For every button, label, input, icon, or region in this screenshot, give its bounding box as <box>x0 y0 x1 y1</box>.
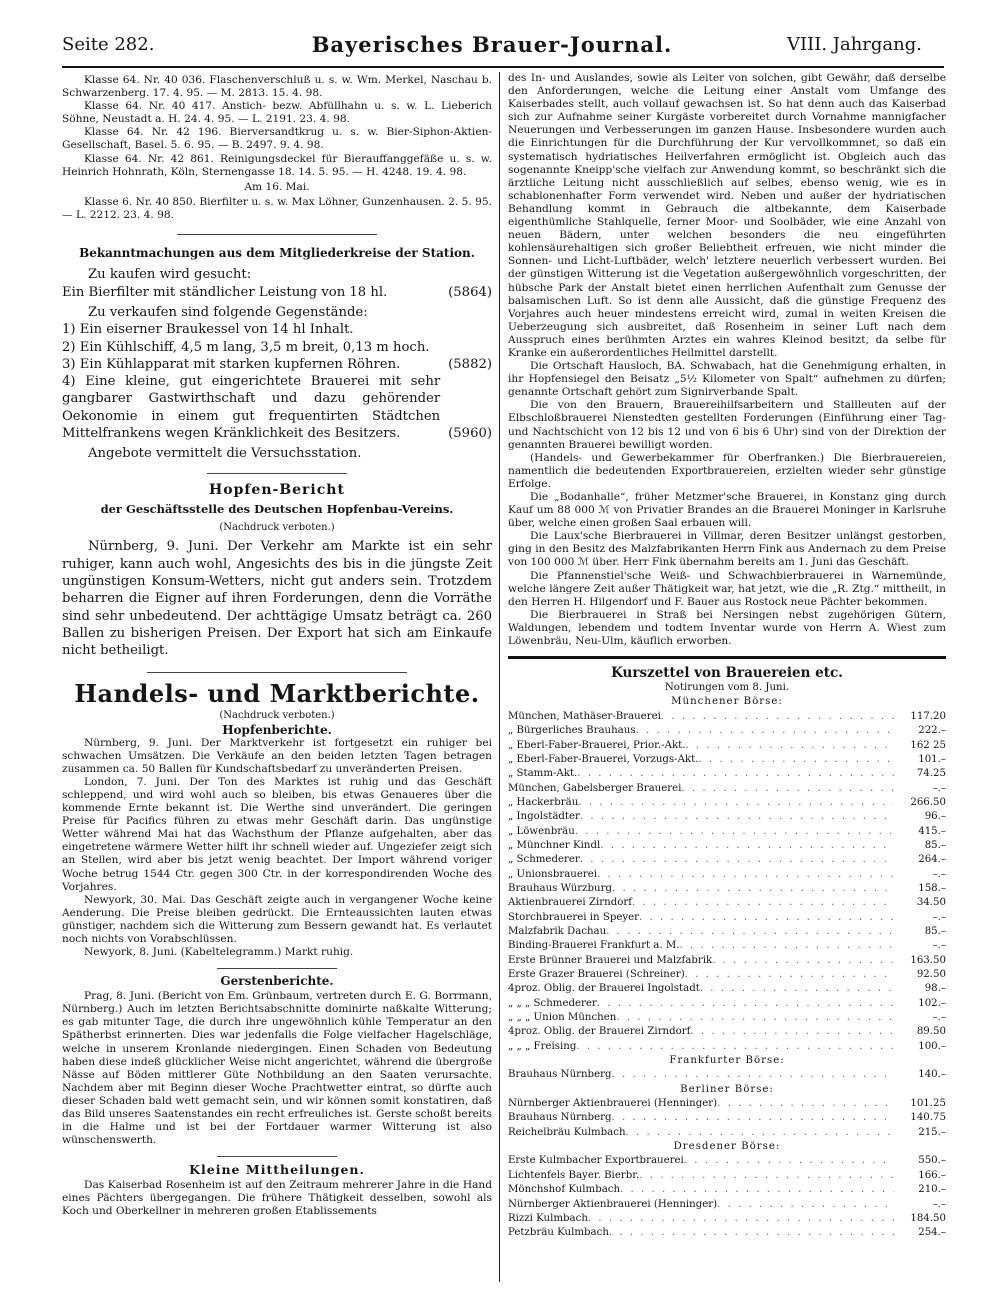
leader-dots <box>597 868 894 882</box>
stock-name: „ Bürgerliches Brauhaus <box>508 725 636 737</box>
leader-dots <box>632 896 894 910</box>
leader-dots <box>588 1212 894 1226</box>
stock-price: 89.50 <box>916 1026 946 1038</box>
wanted-item-text: Ein Bierfilter mit ständlicher Leistung von 18 hl. <box>62 284 388 300</box>
leader-dots <box>609 1226 894 1240</box>
stock-name: „ Münchner Kindl <box>508 839 601 851</box>
news-paragraph: Die „Bodanhalle“, früher Metzmer'sche Brauerei, in Konstanz ging durch Kauf um 88 000 ℳ von Privatier Brandes an die Brauerei Moninger in Karlsruhe über, welche einen großen Saal erbauen will. <box>508 491 946 530</box>
exchange-heading: Münchener Börse: <box>671 696 783 708</box>
divider <box>217 968 337 969</box>
leader-dots <box>639 911 894 925</box>
leader-dots <box>577 767 894 781</box>
stock-name: München, Mathäser-Brauerei <box>508 710 661 722</box>
stock-name: „ „ „ Union München <box>508 1012 617 1024</box>
reprint-note: (Nachdruck verboten.) <box>219 522 335 534</box>
volume-label: VIII. Jahrgang. <box>786 34 922 55</box>
leader-dots <box>612 1111 894 1125</box>
leader-dots <box>698 753 894 767</box>
stock-name: 4proz. Oblig. der Brauerei Zirndorf <box>508 1026 691 1038</box>
stock-row <box>508 997 946 1011</box>
leader-dots <box>612 882 894 896</box>
stock-name: Nürnberger Aktienbrauerei (Henninger) <box>508 1098 718 1110</box>
stock-name: „ Ingolstädter <box>508 811 580 823</box>
handels-heading: Handels- und Marktberichte. <box>74 678 480 708</box>
stock-row <box>508 839 946 853</box>
gersten-report <box>62 990 492 1147</box>
sale-item-number: (5960) <box>448 426 492 441</box>
divider <box>217 1156 337 1157</box>
sale-label: Zu verkaufen sind folgende Gegenstände: <box>88 304 368 320</box>
stock-row <box>508 724 946 738</box>
stock-row <box>508 1011 946 1025</box>
stock-row <box>508 753 946 767</box>
news-paragraph: Die Pfannenstiel'sche Weiß- und Schwachbierbrauerei in Warnemünde, welche längere Zeit außer Thätigkeit war, hat jetzt, wie die „R. Ztg.“ mittheilt, in den Herren H. Hilgendorf und F. Bauer aus Rostock neue Pächter bekommen. <box>508 569 946 608</box>
kleine-report <box>62 1179 492 1218</box>
stock-name: „ Schmederer <box>508 854 580 866</box>
stock-name: Brauhaus Nürnberg <box>508 1112 612 1124</box>
stock-row <box>508 896 946 910</box>
news-paragraph: (Handels- und Gewerbekammer für Oberfranken.) Die Bierbrauereien, namentlich die bedeutenden Exportbrauereien, erzielten wieder sehr günstige Erfolge. <box>508 451 946 490</box>
leader-dots <box>580 853 894 867</box>
stock-row <box>508 982 946 996</box>
stock-row <box>508 1226 946 1240</box>
stock-price: –.– <box>932 1012 946 1024</box>
stock-row <box>508 796 946 810</box>
stock-name: Binding-Brauerei Frankfurt a. M. <box>508 940 680 952</box>
stock-price: 34.50 <box>916 897 946 909</box>
exchange-heading: Frankfurter Börse: <box>669 1055 785 1067</box>
sale-item-text: 4) Eine kleine, gut eingerichtete Brauerei mit sehr gangbarer Gastwirthschaft und dazu gehörender Oekonomie in einem gut frequentirten Städtchen Mittelfrankens wegen Kränklichkeit des Besitzers. <box>62 374 441 441</box>
reprint-note: (Nachdruck verboten.) <box>219 709 335 721</box>
right-column <box>508 72 946 1282</box>
leader-dots <box>690 1025 894 1039</box>
kurszettel-subtitle: Notirungen vom 8. Juni. <box>664 682 790 694</box>
stock-price: 184.50 <box>910 1212 946 1224</box>
stock-name: Malzfabrik Dachau <box>508 925 607 937</box>
kurszettel-title: Kurszettel von Brauereien etc. <box>611 665 843 682</box>
patent-date-heading: Am 16. Mai. <box>244 180 310 193</box>
stock-row <box>508 954 946 968</box>
leader-dots <box>578 796 894 810</box>
stock-name: Erste Brünner Brauerei und Malzfabrik <box>508 954 713 966</box>
market-report: Newyork, 8. Juni. (Kabeltelegramm.) Markt ruhig. <box>84 946 354 959</box>
sale-item-text: 1) Ein eiserner Braukessel von 14 hl Inhalt. <box>62 322 354 338</box>
leader-dots <box>616 1011 894 1025</box>
stock-row <box>508 1111 946 1125</box>
stock-name: Lichtenfels Bayer. Bierbr. <box>508 1169 640 1181</box>
stock-row <box>508 1025 946 1039</box>
stock-price: 85.– <box>924 925 946 937</box>
stock-price: 163.50 <box>910 954 946 966</box>
patent-entry: Klasse 64. Nr. 42 196. Bierversandtkrug u. s. w. Bier-Siphon-Aktien-Gesellschaft, Basel. 5. 6. 95. — B. 2497. 9. 4. 98. <box>62 126 492 152</box>
stock-price: 266.50 <box>910 796 946 808</box>
kleine-title: Kleine Mittheilungen. <box>189 1162 365 1178</box>
market-report: Nürnberg, 9. Juni. Der Marktverkehr ist fortgesetzt ein ruhiger bei schwachen Umsätzen. Die Verkäufe an den beiden letzten Tagen betragen zusammen ca. 50 Ballen für Kundschaftsbedarf zu unveränderten Preisen. <box>62 736 492 775</box>
stock-row <box>508 810 946 824</box>
stock-name: „ Löwenbräu <box>508 825 575 837</box>
stock-price: 100.– <box>918 1040 946 1052</box>
stock-row <box>508 1183 946 1197</box>
stock-row <box>508 853 946 867</box>
leader-dots <box>712 954 894 968</box>
stock-name: „ Hackerbräu <box>508 796 579 808</box>
news-paragraph: Die Laux'sche Bierbrauerei in Villmar, deren Besitzer unlängst gestorben, ging in den Besitz des Malzfabrikanten Herrn Fink aus Andernach zu dem Preise von 100 000 ℳ über. Herr Fink übernahm bereits am 1. Juni das Geschäft. <box>508 530 946 569</box>
market-report: Newyork, 30. Mai. Das Geschäft zeigte auch in vergangener Woche keine Aenderung. Die Preise bleiben gedrückt. Die Ernteaussichten lauten etwas günstiger, nachdem sich die Witterung zum Bessern gewandt hat. Es verlautet noch nichts von Vorabschlüssen. <box>62 893 492 945</box>
leader-dots <box>576 1040 894 1054</box>
exchange-heading: Dresdener Börse: <box>673 1141 781 1153</box>
announcements <box>62 245 492 463</box>
patent-entry: Klasse 64. Nr. 42 861. Reinigungsdeckel für Bierauffanggefäße u. s. w. Heinrich Hohnrath, Köln, Sternengasse 18. 14. 5. 95. — H. 4248. 19. 4. 98. <box>62 152 492 178</box>
patent-entry: Klasse 64. Nr. 40 036. Flaschenverschluß u. s. w. Wm. Merkel, Naschau b. Schwarzenberg. 17. 4. 95. — M. 2813. 15. 4. 98. <box>62 74 492 100</box>
stock-row <box>508 782 946 796</box>
hopfen-reports-title: Hopfenberichte. <box>222 722 332 737</box>
stock-name: Brauhaus Nürnberg <box>508 1069 612 1081</box>
stock-price: 210.– <box>918 1184 946 1196</box>
sale-item-text: 2) Ein Kühlschiff, 4,5 m lang, 3,5 m breit, 0,13 m hoch. <box>62 339 430 355</box>
leader-dots <box>575 825 894 839</box>
stock-price: 415.– <box>918 825 946 837</box>
stock-price: 85.– <box>924 839 946 851</box>
stock-price: 140.75 <box>910 1112 946 1124</box>
leader-dots <box>685 739 894 753</box>
sale-item <box>62 321 492 338</box>
leader-dots <box>636 724 894 738</box>
stock-row <box>508 767 946 781</box>
hopfen-reports <box>62 737 492 960</box>
stock-price: 96.– <box>924 811 946 823</box>
divider <box>147 672 407 673</box>
stock-name: Storchbrauerei in Speyer <box>508 911 640 923</box>
leader-dots <box>606 925 894 939</box>
wanted-label: Zu kaufen wird gesucht: <box>88 267 252 283</box>
leader-dots <box>681 782 894 796</box>
stock-price: 254.– <box>918 1227 946 1239</box>
kurszettel <box>508 665 946 1240</box>
stock-price: 74.25 <box>916 768 946 780</box>
news-paragraph: Die von den Brauern, Brauereihilfsarbeitern und Stallleuten auf der Elbschloßbrauerei Nienstedten gestellten Forderungen (Einführung einer Tag- und Nachtschicht von 12 bis 12 und von 6 bis 6 Uhr) sind von der Direktion der genannten Brauerei bewilligt worden. <box>508 399 946 451</box>
stock-price: 92.50 <box>916 969 946 980</box>
stock-name: München, Gabelsberger Brauerei <box>508 782 682 794</box>
stock-name: „ Unionsbrauerei <box>508 868 598 880</box>
stock-name: Erste Grazer Brauerei (Schreiner) <box>508 969 685 980</box>
patent-entry: Klasse 64. Nr. 40 417. Anstich- bezw. Abfüllhahn u. s. w. L. Lieberich Söhne, Neustadt a. H. 24. 4. 95. — L. 2191. 23. 4. 98. <box>62 100 492 126</box>
news-paragraphs <box>508 72 946 648</box>
journal-title: Bayerisches Brauer-Journal. <box>311 32 673 57</box>
announcements-footer: Angebote vermittelt die Versuchsstation. <box>88 446 362 462</box>
stock-row <box>508 1040 946 1054</box>
announcements-title: Bekanntmachungen aus dem Mitgliederkreise der Station. <box>79 246 475 261</box>
stock-row <box>508 939 946 953</box>
sale-item-number: (5882) <box>448 356 492 372</box>
patent-list <box>62 74 492 222</box>
kurszettel-groups <box>508 695 946 1240</box>
stock-price: 550.– <box>918 1155 946 1167</box>
stock-row <box>508 739 946 753</box>
sale-item-text: 3) Ein Kühlapparat mit starken kupfernen Röhren. <box>62 356 401 372</box>
stock-price: 140.– <box>918 1069 946 1081</box>
stock-name: „ Stamm-Akt. <box>508 768 578 780</box>
market-report: London, 7. Juni. Der Ton des Marktes ist ruhig und das Geschäft schleppend, und wird wohl auch so bleiben, bis etwas Genaueres über die kommende Ernte bekannt ist. Die Werthe sind unverändert. Die geringen Preise für Pacifics führen zu etwas mehr Geschäft darin. Das ungünstige Wetter während Mai hat das Wachsthum der Pflanze aufgehalten, aber das eingetretene wärmere Wetter hilft ihr schnell wieder auf. Ungeziefer zeigt sich an Stellen, wird aber bis jetzt wenig beachtet. Der Import während voriger Woche betrug 1544 Ctr. gegen 300 Ctr. in der korrespondirenden Woche des Vorjahres. <box>62 775 492 893</box>
stock-row <box>508 710 946 724</box>
hopfen-bericht-subtitle: der Geschäftsstelle des Deutschen Hopfenbau-Vereins. <box>100 501 454 516</box>
stock-price: 102.– <box>918 997 946 1009</box>
stock-price: –.– <box>932 868 946 880</box>
news-paragraph: Die Bierbrauerei in Straß bei Nersingen nebst zugehörigen Gütern, Waldungen, lebendem und todtem Inventar wurde von Herrn A. Wiest zum Löwenbräu, Neu-Ulm, käuflich erworben. <box>508 608 946 648</box>
hopfen-bericht <box>62 482 492 660</box>
sale-item <box>62 339 492 356</box>
stock-row <box>508 882 946 896</box>
stock-price: –.– <box>932 782 946 794</box>
leader-dots <box>612 1068 894 1082</box>
stock-row <box>508 825 946 839</box>
left-column <box>62 72 492 1282</box>
leader-dots <box>661 710 894 724</box>
page-header <box>62 30 922 64</box>
stock-row <box>508 1169 946 1183</box>
leader-dots <box>684 1154 894 1168</box>
stock-price: 117.20 <box>910 710 946 722</box>
stock-price: –.– <box>932 911 946 923</box>
stock-name: „ Eberl-Faber-Brauerei, Prior.-Akt. <box>508 739 686 751</box>
stock-name: Mönchshof Kulmbach <box>508 1184 621 1196</box>
stock-row <box>508 968 946 982</box>
page-number: Seite 282. <box>62 34 155 55</box>
stock-name: Aktienbrauerei Zirndorf <box>508 897 632 909</box>
stock-price: 98.– <box>924 983 946 995</box>
stock-row <box>508 911 946 925</box>
stock-name: Petzbräu Kulmbach <box>508 1227 609 1239</box>
patent-entry: Klasse 6. Nr. 40 850. Bierfilter u. s. w. Max Löhner, Gunzenhausen. 2. 5. 95. — L. 2212. 23. 4. 98. <box>62 195 492 221</box>
sale-item <box>62 356 492 373</box>
stock-row <box>508 1068 946 1082</box>
stock-row <box>508 1198 946 1212</box>
leader-dots <box>717 1097 894 1111</box>
stock-price: 162 25 <box>910 739 946 751</box>
leader-dots <box>700 982 894 996</box>
stock-name: „ „ „ Freising <box>508 1040 577 1052</box>
divider <box>177 234 377 235</box>
column-divider <box>499 72 500 1282</box>
stock-price: 215.– <box>918 1126 946 1138</box>
stock-row <box>508 868 946 882</box>
leader-dots <box>597 997 894 1011</box>
stock-price: 101.25 <box>910 1098 946 1110</box>
hopfen-bericht-title: Hopfen-Bericht <box>209 481 345 498</box>
leader-dots <box>639 1169 894 1183</box>
stock-row <box>508 925 946 939</box>
leader-dots <box>626 1126 894 1140</box>
stock-price: 264.– <box>918 854 946 866</box>
stock-row <box>508 1126 946 1140</box>
stock-row <box>508 1097 946 1111</box>
leader-dots <box>717 1198 894 1212</box>
news-paragraph: des In- und Auslandes, sowie als Leiter von solchen, gibt Gewähr, daß derselbe den Anforderungen, welche die Leitung einer Anstalt vom Umfange des Kaiserbades stellt, auch vollauf gewachsen ist. So hat denn auch das Kaiserbad sich zur Aufnahme seiner Kurgäste vorbereitet durch Vornahme mannigfacher Neuerungen und Verbesserungen im ganzen Hause. Insbesondere wurden auch die Einrichtungen für die Durchführung der Kur vervollkommnet, so daß ein systematisch hydriatisches Heilverfahren ermöglicht ist. Obgleich auch das sogenannte Kneipp'sche vielfach zur Anwendung kommt, so beschränkt sich die ärztliche Leitung nicht ausschließlich auf selbes, ebenso wenig, wie es in schablonenhafter Form verwendet wird. Neben und außer der hydriatischen Behandlung kommt in Gebrauch die altbekannte, dem Kaiserbade eigenthümliche Stahlquelle, ferner Moor- und Soolbäder, wie eine Anzahl von neuen Bädern, unter welchen besonders die neu eingeführten kohlensäurehaltigen sich großer Beliebtheit erfreuen, wie nicht minder die Sonnen- und Licht-Luftbäder, welch' letztere neuerlich verbessert wurden. Bei der günstigen Witterung ist die Vegetation außergewöhnlich vorgeschritten, der hübsche Park der Anstalt bietet einen herrlichen Aufenthalt zum Genusse der balsamischen Luft. So ist denn alle Aussicht, daß die günstige Frequenz des Vorjahres auch heuer mindestens erreicht wird, zumal in weiten Kreisen die Ueberzeugung sich ausbreitet, daß Rosenheim in seiner Luft nach dem Ausspruch eines berühmten Arztes ein wahres Kleinod besitzt, da selbe für Kranke ein außerordentliches Heilmittel darstellt. <box>508 72 946 359</box>
stock-name: „ „ „ Schmederer <box>508 997 597 1009</box>
stock-price: 166.– <box>918 1169 946 1181</box>
stock-name: Erste Kulmbacher Exportbrauerei <box>508 1155 684 1167</box>
leader-dots <box>580 810 894 824</box>
stock-name: „ Eberl-Faber-Brauerei, Vorzugs-Akt. <box>508 753 699 765</box>
divider <box>207 473 347 474</box>
stock-name: Reichelbräu Kulmbach <box>508 1126 626 1138</box>
stock-name: Rizzi Kulmbach <box>508 1212 588 1224</box>
kleine-text: Das Kaiserbad Rosenheim ist auf den Zeitraum mehrerer Jahre in die Hand eines Pächters übergegangen. Die frühere Thätigkeit desselben, sowohl als Koch und Oberkellner in mehreren großen Etablissements <box>62 1179 492 1218</box>
stock-name: 4proz. Oblig. der Brauerei Ingolstadt <box>508 983 700 995</box>
wanted-item <box>62 284 492 301</box>
stock-name: Brauhaus Würzburg <box>508 882 612 894</box>
header-rule <box>62 66 944 68</box>
stock-row <box>508 1154 946 1168</box>
stock-row <box>508 1212 946 1226</box>
stock-price: 101.– <box>918 753 946 765</box>
leader-dots <box>685 968 894 982</box>
stock-price: –.– <box>932 1198 946 1210</box>
wanted-item-number: (5864) <box>448 284 492 300</box>
stock-price: 222.– <box>918 725 946 737</box>
gersten-text: Prag, 8. Juni. (Bericht von Em. Grünbaum, vertreten durch E. G. Borrmann, Nürnberg.) Auch im letzten Berichtsabschnitte dominirte naßkalte Witterung; es gab mitunter Tage, die durch ihre ungewöhnlich kühle Temperatur an den Spätherbst erinnerten. Dies war jedenfalls die Folge vielfacher Hagelschläge, welche in unserem Kronlande niedergingen. Einen Schaden von Bedeutung haben diese indeß glücklicher Weise nicht angerichtet, während die übergroße Nässe auf Böden mittlerer Güte Nothbildung an den Saaten verursachte. Nachdem aber mit Beginn dieser Woche Prachtwetter eintrat, so dürfte auch dieser Schaden bald wett gemacht sein, und wir können somit konstatiren, daß das Bild unseres Saatenstandes ein recht erfreuliches ist. Gerste schoßt bereits in die Halme und ist bei der Fortdauer warmer Witterung ist also wünschenswerth. <box>62 990 492 1147</box>
sale-item <box>62 373 492 442</box>
news-paragraph: Die Ortschaft Hausloch, BA. Schwabach, hat die Genehmigung erhalten, in ihr Hopfensiegel den Beisatz „5½ Kilometer von Spalt“ aufnehmen zu dürfen; genannte Ortschaft gehört zum Signirverbande Spalt. <box>508 360 946 399</box>
stock-name: Nürnberger Aktienbrauerei (Henninger) <box>508 1198 718 1210</box>
gersten-title: Gerstenberichte. <box>220 974 334 989</box>
hopfen-bericht-text: Nürnberg, 9. Juni. Der Verkehr am Markte ist ein sehr ruhiger, kann auch wohl, Angesichts des bis in die jüngste Zeit ungünstigen Konsum-Wetters, nicht gut anders sein. Trotzdem beharren die Eigner auf ihren Forderungen, denn die Vorräthe sind sehr unbedeutend. Der achttägige Umsatz beträgt ca. 260 Ballen zu bisherigen Preisen. Der Export hat sich am Einkaufe nicht betheiligt. <box>62 539 492 659</box>
exchange-heading: Berliner Börse: <box>680 1083 774 1095</box>
leader-dots <box>620 1183 894 1197</box>
leader-dots <box>600 839 894 853</box>
leader-dots <box>680 939 894 953</box>
section-rule <box>508 656 946 659</box>
stock-price: –.– <box>932 940 946 952</box>
stock-price: 158.– <box>918 882 946 894</box>
